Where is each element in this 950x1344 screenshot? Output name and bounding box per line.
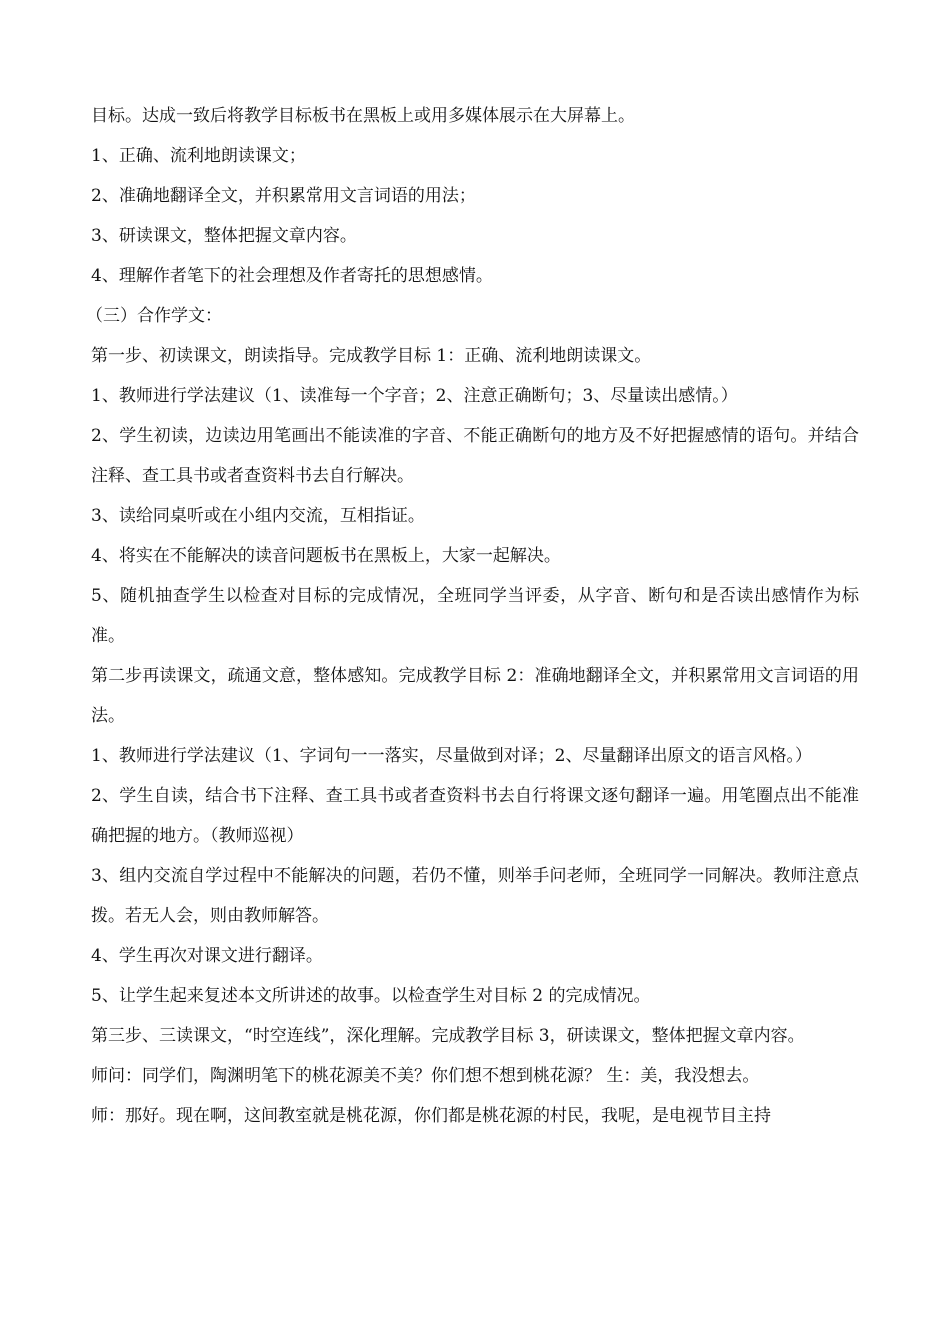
paragraph-step-2-item-4: 4、学生再次对课文进行翻译。 [91,946,323,966]
paragraph-goal-intro: 目标。达成一致后将教学目标板书在黑板上或用多媒体展示在大屏幕上。 [91,106,635,126]
paragraph-step-2-item-2: 2、学生自读，结合书下注释、查工具书或者查资料书去自行将课文逐句翻译一遍。用笔圈点出不能准确把握的地方。（教师巡视） [91,786,859,846]
paragraph-step-1-item-2: 2、学生初读，边读边用笔画出不能读准的字音、不能正确断句的地方及不好把握感情的语句。并结合注释、查工具书或者查资料书去自行解决。 [91,426,859,486]
document-body [86,96,859,1136]
paragraph-goal-2: 2、准确地翻译全文，并积累常用文言词语的用法； [91,186,476,206]
paragraph-step-2-item-5: 5、让学生起来复述本文所讲述的故事。以检查学生对目标 2 的完成情况。 [91,986,651,1006]
paragraph-step-1-item-3: 3、读给同桌听或在小组内交流，互相指证。 [91,506,425,526]
paragraph-step-2-item-1: 1、教师进行学法建议（1、字词句一一落实，尽量做到对译；2、尽量翻译出原文的语言风格。） [91,746,812,766]
paragraph-step-1-item-4: 4、将实在不能解决的读音问题板书在黑板上，大家一起解决。 [91,546,561,566]
paragraph-dialogue-1: 师问：同学们，陶渊明笔下的桃花源美不美？你们想不想到桃花源？ 生：美，我没想去。 [91,1066,760,1086]
paragraph-step-3: 第三步、三读课文，“时空连线”，深化理解。完成教学目标 3，研读课文，整体把握文章内容。 [91,1026,805,1046]
paragraph-step-1-item-1: 1、教师进行学法建议（1、读准每一个字音；2、注意正确断句；3、尽量读出感情。） [91,386,738,406]
paragraph-goal-4: 4、理解作者笔下的社会理想及作者寄托的思想感情。 [91,266,493,286]
paragraph-step-1-item-5: 5、随机抽查学生以检查对目标的完成情况，全班同学当评委，从字音、断句和是否读出感情作为标准。 [91,586,859,646]
paragraph-step-2-item-3: 3、组内交流自学过程中不能解决的问题，若仍不懂，则举手问老师，全班同学一同解决。教师注意点拨。若无人会，则由教师解答。 [91,866,859,926]
paragraph-step-1: 第一步、初读课文，朗读指导。完成教学目标 1：正确、流利地朗读课文。 [91,346,652,366]
paragraph-goal-1: 1、正确、流利地朗读课文； [91,146,306,166]
paragraph-step-2: 第二步再读课文，疏通文意，整体感知。完成教学目标 2：准确地翻译全文，并积累常用文言词语的用法。 [91,666,859,726]
paragraph-goal-3: 3、研读课文，整体把握文章内容。 [91,226,357,246]
paragraph-dialogue-2: 师：那好。现在啊，这间教室就是桃花源，你们都是桃花源的村民，我呢，是电视节目主持 [91,1106,771,1126]
section-heading: （三）合作学文： [86,306,222,326]
